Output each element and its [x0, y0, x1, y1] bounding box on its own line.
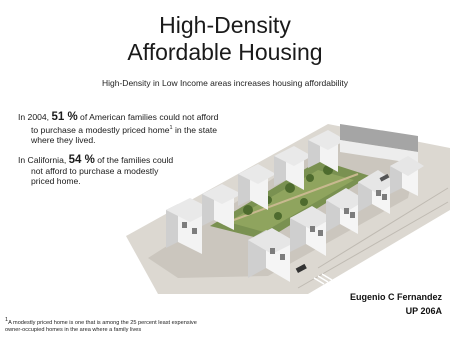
para2-stat: 54 %: [68, 154, 95, 166]
housing-rendering-image: [118, 118, 450, 294]
footnote-line2: owner-occupied homes in the area where a family lives: [5, 326, 142, 333]
para2-text3: priced home.: [31, 176, 81, 186]
footnote: [5, 317, 305, 334]
footnote-marker: 1: [5, 317, 9, 323]
para2-lead: In California,: [18, 155, 69, 165]
para1-footnote-marker: 1: [169, 124, 173, 131]
para1-text3: in the state: [172, 124, 218, 135]
author-name: Eugenio C Fernandez: [349, 292, 442, 302]
slide-title-line2: Affordable Housing: [127, 39, 323, 65]
footnote-line1: A modestly priced home is one that is among the 25 percent least expensive: [8, 319, 197, 326]
para1-lead: In 2004,: [18, 112, 52, 122]
course-code: UP 206A: [405, 306, 442, 316]
slide-subtitle: High-Density in Low Income areas increases housing affordability: [102, 78, 348, 88]
para2-text2: not afford to purchase a modestly: [31, 165, 159, 176]
para1-stat: 51 %: [51, 111, 78, 123]
para1-text4: where they lived.: [31, 134, 96, 145]
para1-text2: to purchase a modestly priced home: [31, 124, 170, 135]
para2-text1: of the families could: [94, 155, 174, 165]
para1-text1: of American families could not afford: [77, 112, 219, 122]
slide-title-line1: High-Density: [159, 12, 291, 38]
